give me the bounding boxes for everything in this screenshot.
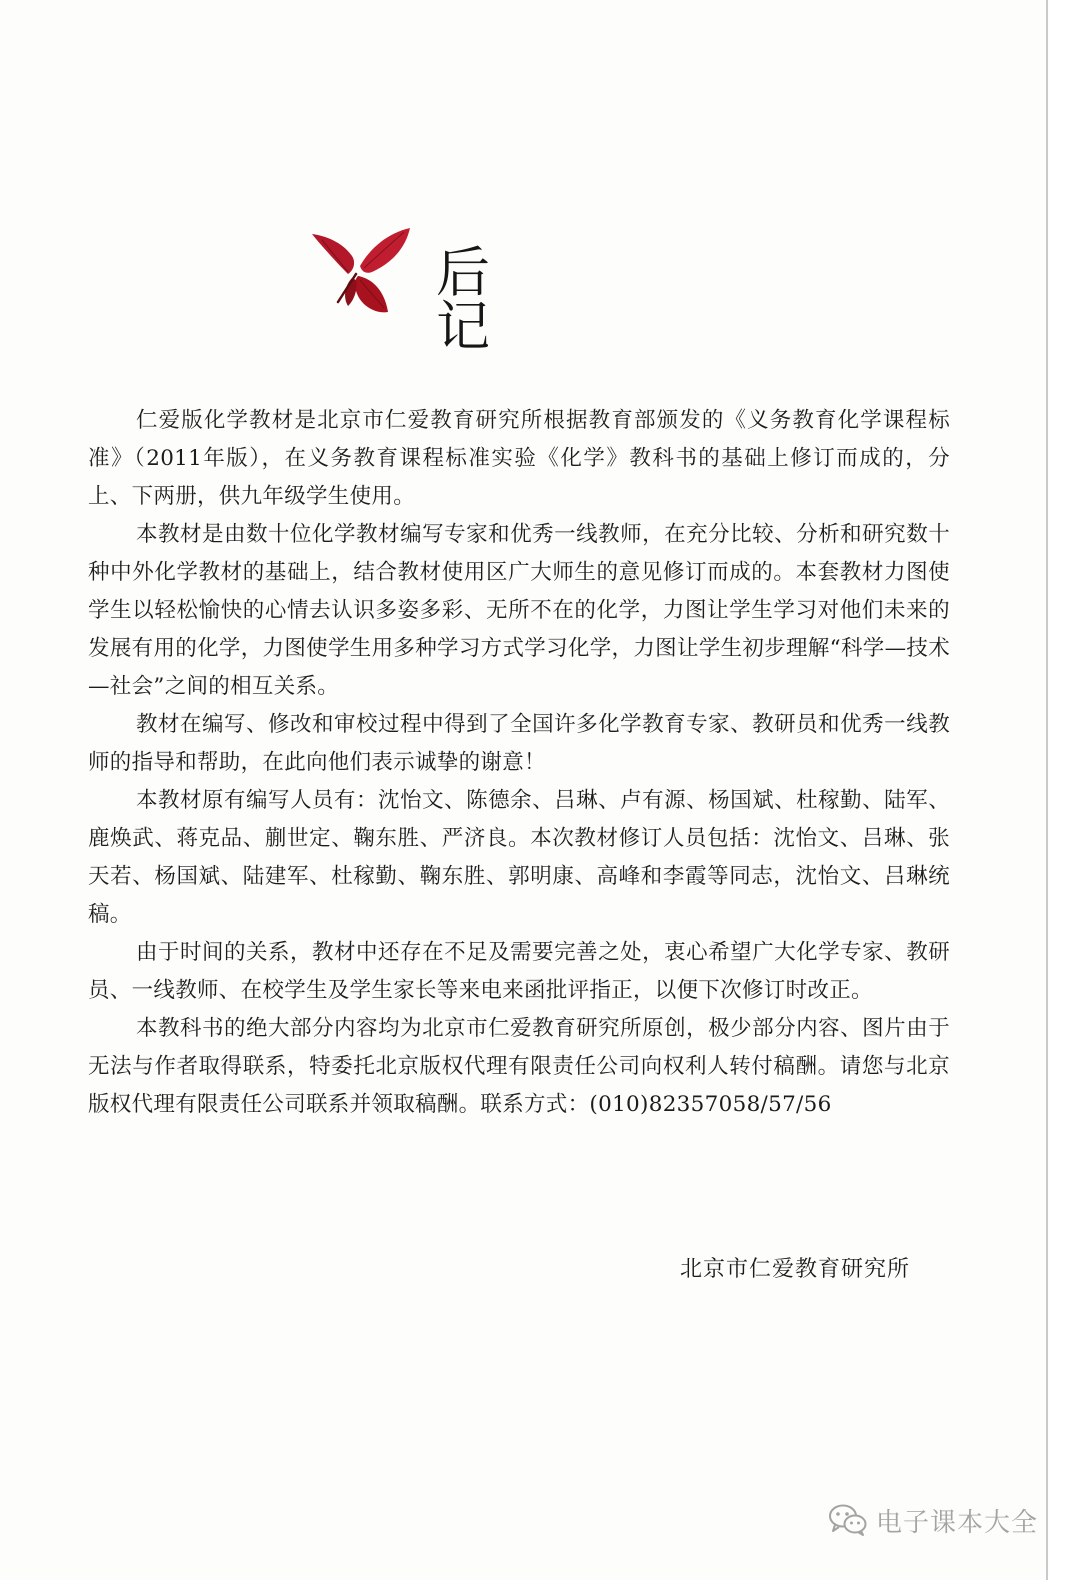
watermark-text: 电子课本大全 [876,1507,1039,1538]
signature: 北京市仁爱教育研究所 [680,1257,911,1282]
scan-edge-line [1046,0,1048,1580]
body-text [88,402,950,1124]
paragraph-4: 本教材原有编写人员有：沈怡文、陈德余、吕琳、卢有源、杨国斌、杜稼勤、陆军、鹿焕武、蒋克品、蒯世定、鞠东胜、严济良。本次教材修订人员包括：沈怡文、吕琳、张天若、杨国斌、陆建军、杜稼勤、鞠东胜、郭明康、高峰和李霞等同志，沈怡文、吕琳统稿。 [88,788,950,927]
paragraph-1: 仁爱版化学教材是北京市仁爱教育研究所根据教育部颁发的《义务教育化学课程标准》（2011年版），在义务教育课程标准实验《化学》教科书的基础上修订而成的，分上、下两册，供九年级学生使用。 [88,408,950,509]
red-leaf-icon [308,222,418,322]
wechat-icon [828,1503,868,1537]
scan-margin [1049,0,1080,1580]
paragraph-2: 本教材是由数十位化学教材编写专家和优秀一线教师，在充分比较、分析和研究数十种中外化学教材的基础上，结合教材使用区广大师生的意见修订而成的。本套教材力图使学生以轻松愉快的心情去认识多姿多彩、无所不在的化学，力图让学生学习对他们未来的发展有用的化学，力图使学生用多种学习方式学习化学，力图让学生初步理解“科学—技术—社会”之间的相互关系。 [88,522,950,699]
paragraph-5: 由于时间的关系，教材中还存在不足及需要完善之处，衷心希望广大化学专家、教研员、一线教师、在校学生及学生家长等来电来函批评指正，以便下次修订时改正。 [88,940,950,1003]
paragraph-3: 教材在编写、修改和审校过程中得到了全国许多化学教育专家、教研员和优秀一线教师的指导和帮助，在此向他们表示诚挚的谢意！ [88,712,950,775]
watermark [828,1500,1038,1540]
paragraph-6: 本教科书的绝大部分内容均为北京市仁爱教育研究所原创，极少部分内容、图片由于无法与作者取得联系，特委托北京版权代理有限责任公司向权利人转付稿酬。请您与北京版权代理有限责任公司联系并领取稿酬。联系方式：(010)82357058/57/56 [88,1016,950,1117]
title-block [308,222,638,358]
page-title: 后 记 [436,241,516,358]
